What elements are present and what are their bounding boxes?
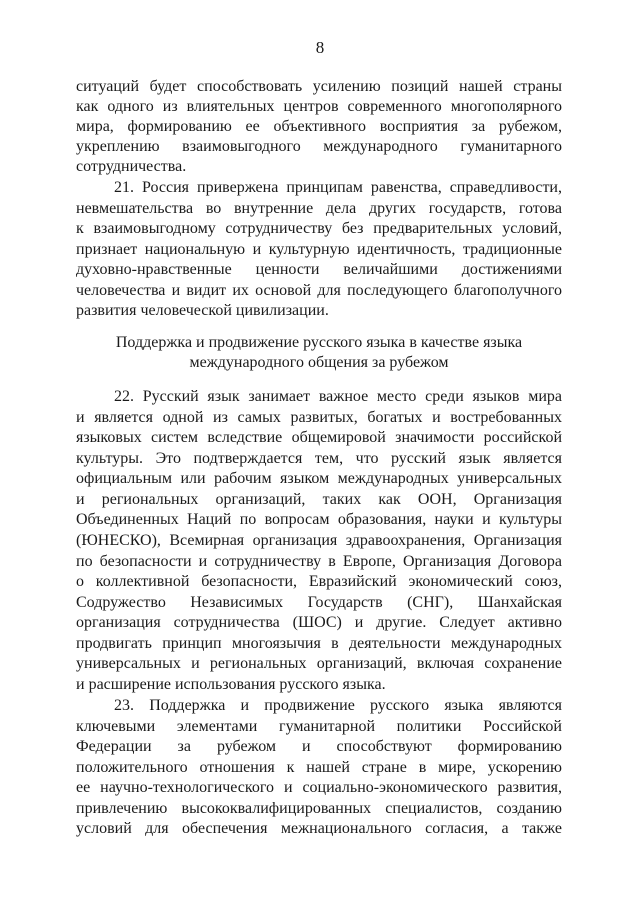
text-line: человечества и видит их основой для последующего благополучного <box>76 282 562 299</box>
text-line: продвигать принцип многоязычия в деятельности международных <box>76 635 562 652</box>
text-line: ее научно-технологического и социально-экономического развития, <box>76 779 562 796</box>
text-line: развития человеческой цивилизации. <box>76 302 329 319</box>
text-line: 23. Поддержка и продвижение русского языка являются <box>114 697 562 714</box>
text-line: невмешательства во внутренние дела других государств, готова <box>76 200 562 217</box>
text-line: и расширение использования русского языка. <box>76 676 386 693</box>
text-line: к взаимовыгодному сотрудничеству без предварительных условий, <box>76 220 562 237</box>
text-line: условий для обеспечения межнационального согласия, а также <box>76 820 562 837</box>
text-line: по безопасности и сотрудничеству в Европе, Организация Договора <box>76 553 562 570</box>
text-line: 21. Россия привержена принципам равенства, справедливости, <box>114 179 562 196</box>
text-line: языковых систем вследствие общемировой значимости российской <box>76 429 562 446</box>
text-line: организация сотрудничества (ШОС) и другие. Следует активно <box>76 614 562 631</box>
text-line: универсальных и региональных организаций, включая сохранение <box>76 655 562 672</box>
text-line: духовно-нравственные ценности величайшими достижениями <box>76 261 562 278</box>
text-line: мира, формированию ее объективного восприятия за рубежом, <box>76 118 562 135</box>
text-line: культуры. Это подтверждается тем, что русский язык является <box>76 450 562 467</box>
text-line: Содружество Независимых Государств (СНГ), Шанхайская <box>76 594 562 611</box>
text-line: привлечению высококвалифицированных специалистов, созданию <box>76 800 562 817</box>
text-line: положительного отношения к нашей стране в мире, ускорению <box>76 759 562 776</box>
text-line: укреплению взаимовыгодного международного гуманитарного <box>76 138 562 155</box>
text-line: как одного из влиятельных центров современного многополярного <box>76 98 562 115</box>
text-line: сотрудничества. <box>76 158 187 175</box>
page-number: 8 <box>315 38 325 57</box>
text-line: официальным или рабочим языком международных универсальных <box>76 470 562 487</box>
text-line: ситуаций будет способствовать усилению позиций нашей страны <box>76 78 562 95</box>
text-line: ключевыми элементами гуманитарной политики Российской <box>76 718 562 735</box>
text-line: о коллективной безопасности, Евразийский экономический союз, <box>76 573 562 590</box>
text-line: признает национальную и культурную идентичность, традиционные <box>76 241 562 258</box>
text-line: Объединенных Наций по вопросам образования, науки и культуры <box>76 511 562 528</box>
text-line: и региональных организаций, таких как ООН, Организация <box>76 491 562 508</box>
text-line: (ЮНЕСКО), Всемирная организация здравоохранения, Организация <box>76 532 562 549</box>
text-line: и является одной из самых развитых, богатых и востребованных <box>76 409 562 426</box>
text-line: Федерации за рубежом и способствуют формированию <box>76 738 562 755</box>
heading-line: международного общения за рубежом <box>189 354 449 371</box>
heading-line: Поддержка и продвижение русского языка в качестве языка <box>115 334 523 351</box>
text-line: 22. Русский язык занимает важное место среди языков мира <box>114 388 562 405</box>
